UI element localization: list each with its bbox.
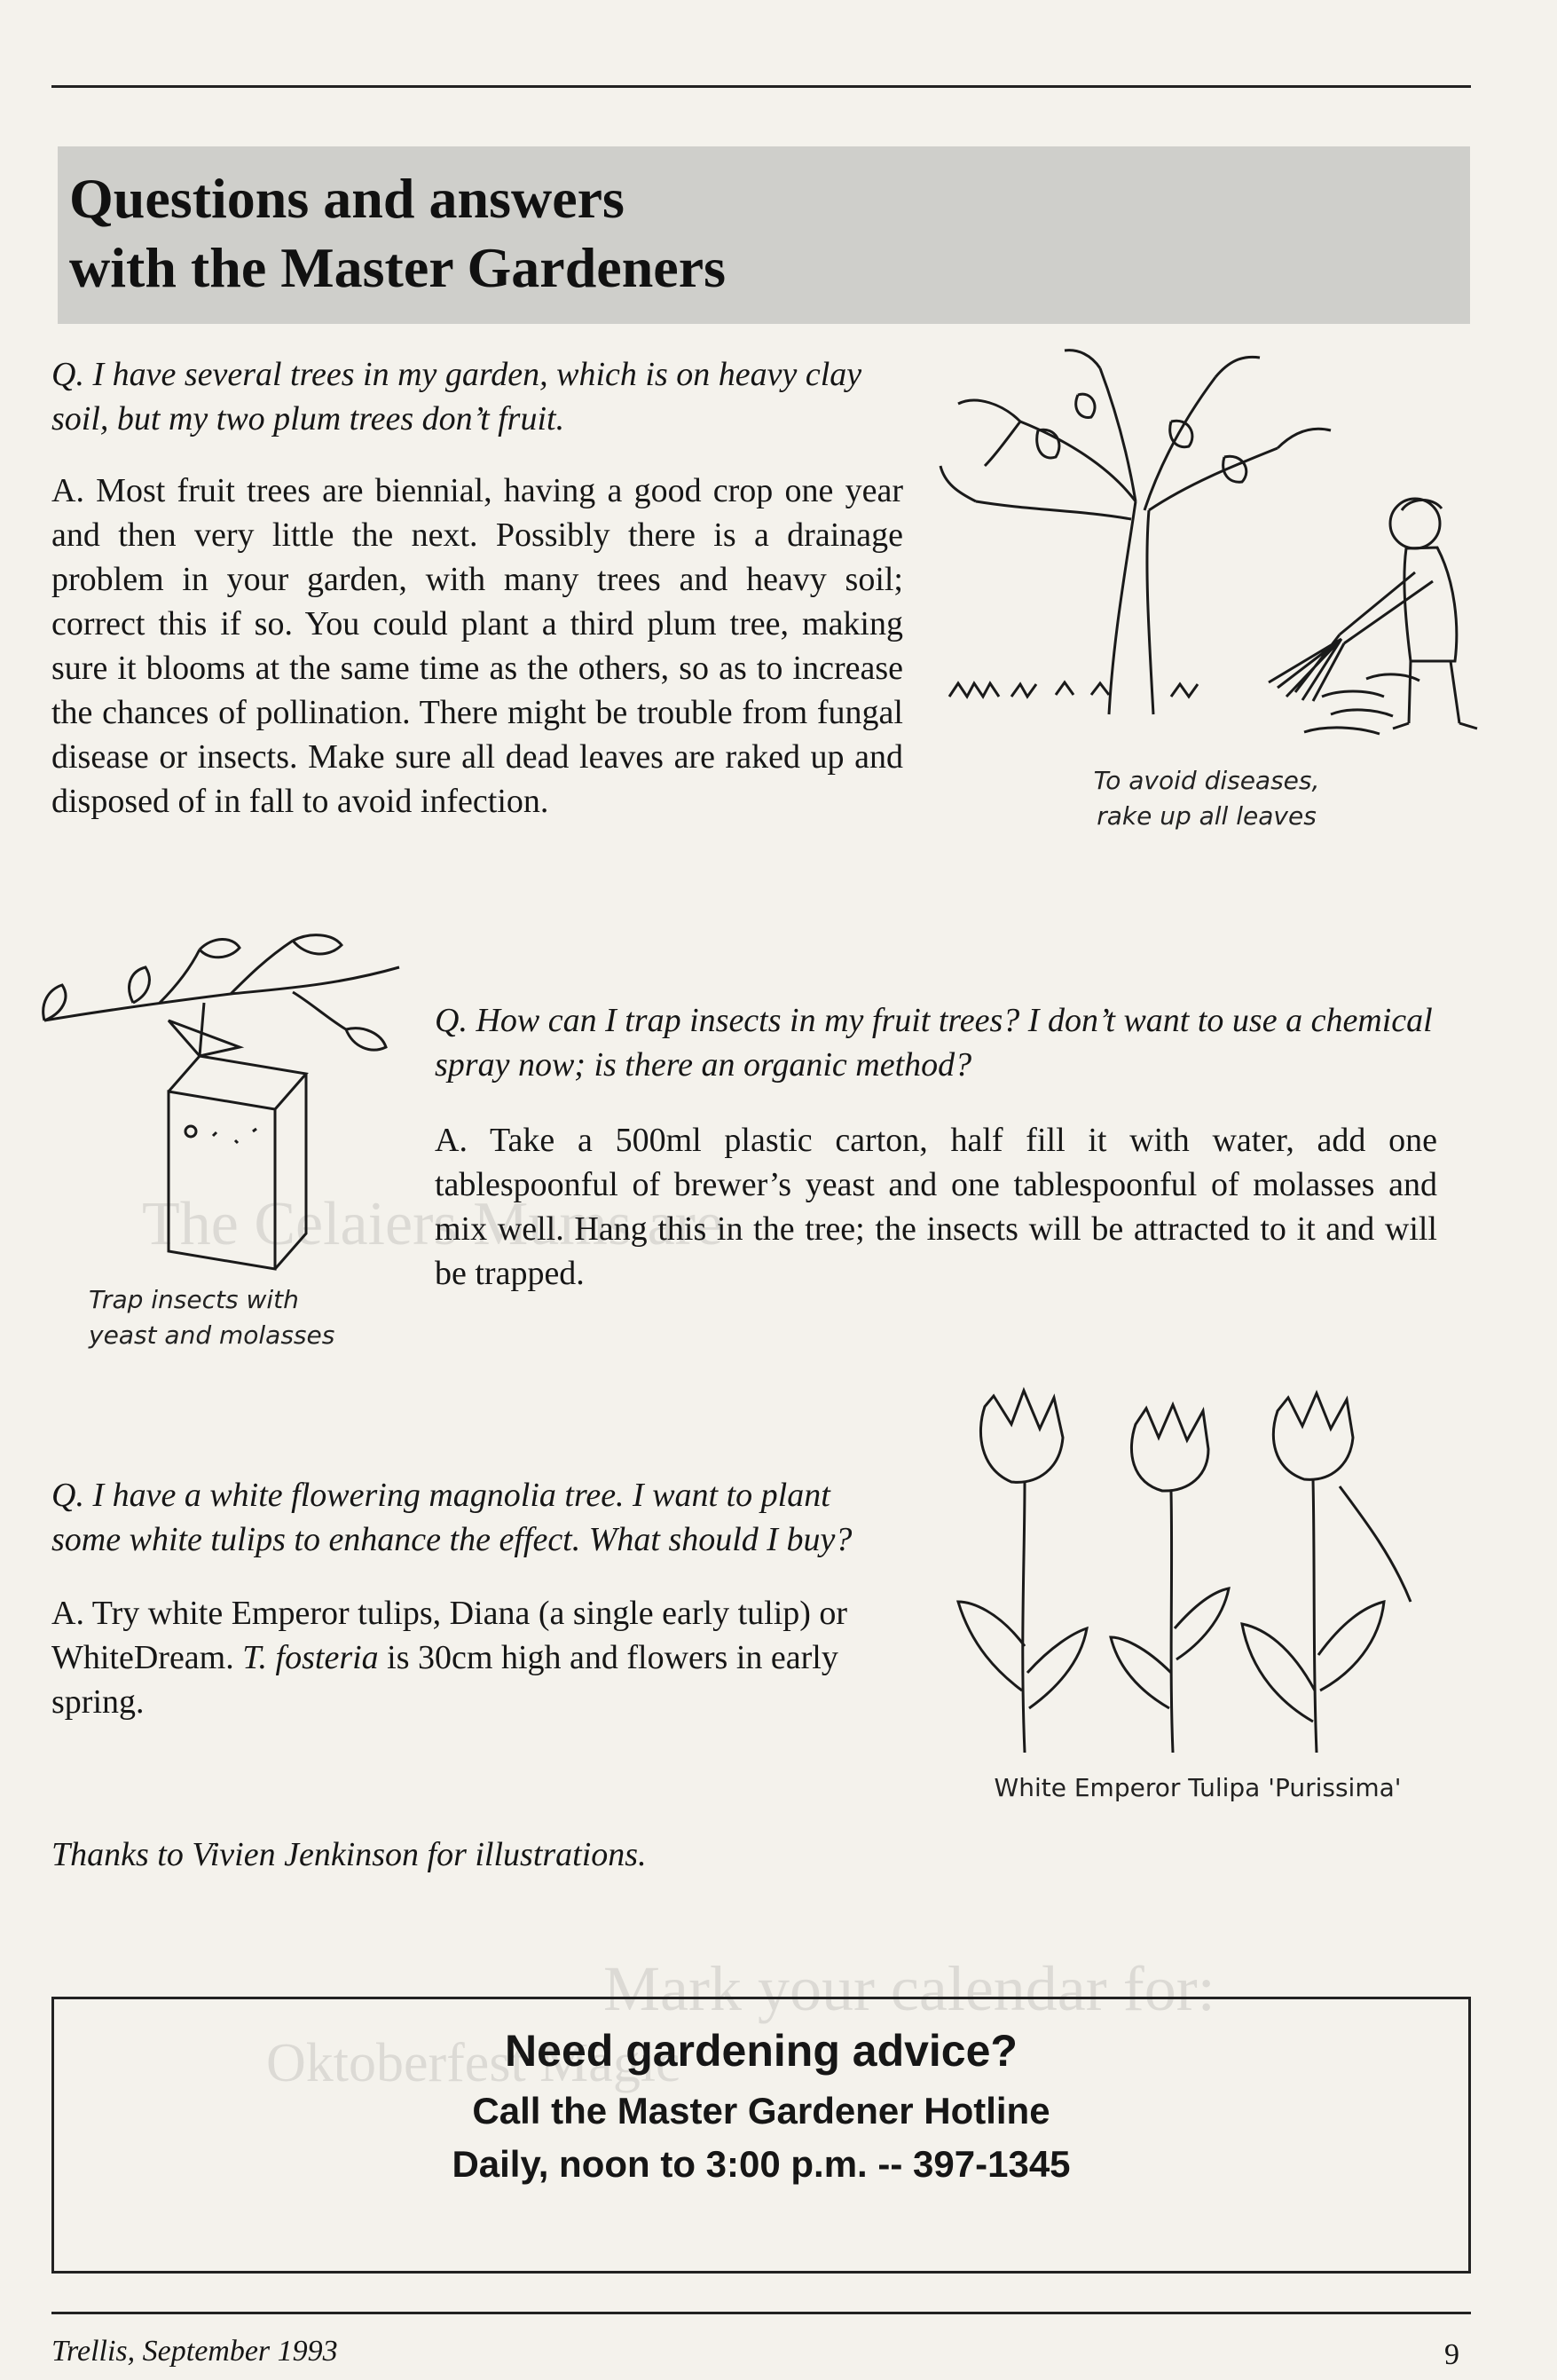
answer-tulips-part-3: is 30cm high and flowers in early spring. [51,1639,838,1721]
rake-caption-line-1: To avoid diseases, [1093,766,1320,795]
hotline-heading: Need gardening advice? [505,2026,1018,2076]
trap-caption-line-2: yeast and molasses [89,1320,335,1350]
question-plum-trees: Q. I have several trees in my garden, which is on heavy clay soil, but my two plum trees don’t fruit. [51,356,862,437]
rake-caption-line-2: rake up all leaves [1097,801,1317,831]
hotline-box [51,1997,1471,2274]
title-line-2: with the Master Gardeners [69,236,726,299]
answer-tulips-part-1: A. Try white Emperor tulips, Diana (a single early tulip) or WhiteDream. [51,1595,848,1676]
trap-caption-line-1: Trap insects with [89,1285,299,1314]
page-number: 9 [1444,2338,1459,2371]
bleed-through-heading: The Celaiers Mums are [142,1190,724,1258]
publication-footer: Trellis, September 1993 [51,2335,338,2368]
question-white-tulips: Q. I have a white flowering magnolia tree. I want to plant some white tulips to enhance the effect. What should I buy? [51,1477,853,1558]
bleed-through-heading: Oktoberfest Magic [266,2033,680,2093]
illustration-credit: Thanks to Vivien Jenkinson for illustrations. [51,1836,647,1873]
answer-insect-trap: A. Take a 500ml plastic carton, half fill it with water, add one tablespoonful of brewer’s yeast and one tablespoonful of molasses and mix well. Hang this in the tree; the insects will be attracted to it and will be trapped. [435,1122,1437,1292]
tulips-caption: White Emperor Tulipa 'Purissima' [994,1773,1402,1802]
top-rule [51,85,1471,88]
page-title [69,164,726,303]
insect-trap-illustration [27,914,408,1296]
rake-leaves-illustration [923,342,1490,759]
trap-caption [89,1282,355,1353]
answer-white-tulips [51,1591,903,1724]
hotline-hours-phone: Daily, noon to 3:00 p.m. -- 397-1345 [452,2143,1071,2185]
bleed-through-heading: Mark your calendar for: [603,1953,1215,2024]
hotline-subheading: Call the Master Gardener Hotline [472,2090,1050,2132]
title-line-1: Questions and answers [69,167,625,230]
question-insect-trap: Q. How can I trap insects in my fruit trees? I don’t want to use a chemical spray now; is there an organic method? [435,1002,1433,1084]
answer-plum-trees: A. Most fruit trees are biennial, having a good crop one year and then very little the next. Possibly there is a drainage problem in your garden, with many trees and heavy soil; correct this if so. You could plant a third plum tree, making sure it blooms at the same time as the others, so as to increase the chances of pollination. There might be trouble from fungal disease or insects. Make sure all dead leaves are raked up and disposed of in fall to avoid infection. [51,472,903,820]
footer-rule [51,2312,1471,2314]
answer-tulips-species: T. fosteria [242,1639,379,1676]
rake-caption [1020,763,1393,834]
tulips-illustration [949,1380,1446,1770]
